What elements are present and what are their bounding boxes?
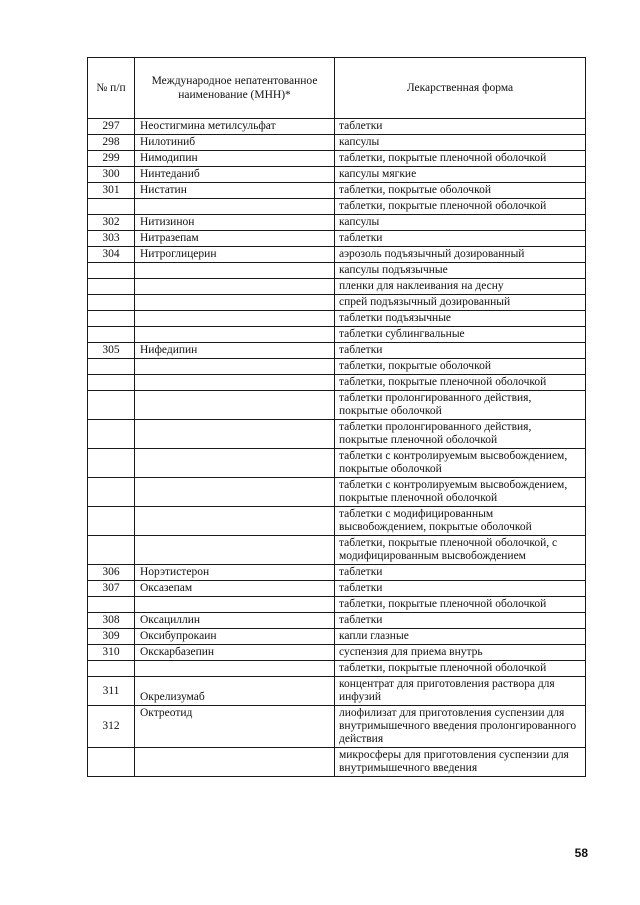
table-row — [88, 661, 586, 677]
header-inn-name: Международное непатентованное наименование (МНН)* — [135, 58, 335, 119]
table-row — [88, 327, 586, 343]
row-number: 306 — [88, 565, 135, 581]
row-inn-name — [135, 279, 335, 295]
row-inn-name — [135, 536, 335, 565]
table-row — [88, 449, 586, 478]
table-row — [88, 311, 586, 327]
row-dosage-form: таблетки, покрытые пленочной оболочкой, с модифицированным высвобождением — [335, 536, 586, 565]
table-row — [88, 231, 586, 247]
row-inn-name: Оксазепам — [135, 581, 335, 597]
table-row — [88, 629, 586, 645]
row-dosage-form: таблетки — [335, 613, 586, 629]
table-row — [88, 706, 586, 748]
row-dosage-form: таблетки с модифицированным высвобождением, покрытые оболочкой — [335, 507, 586, 536]
row-inn-name: Нитизинон — [135, 215, 335, 231]
row-inn-name: Нилотиниб — [135, 135, 335, 151]
table-row — [88, 420, 586, 449]
row-inn-name — [135, 420, 335, 449]
row-inn-name — [135, 375, 335, 391]
row-number — [88, 359, 135, 375]
row-number: 303 — [88, 231, 135, 247]
row-dosage-form: таблетки — [335, 343, 586, 359]
table-row — [88, 597, 586, 613]
row-number: 310 — [88, 645, 135, 661]
row-inn-name: Норэтистерон — [135, 565, 335, 581]
row-inn-name: Окскарбазепин — [135, 645, 335, 661]
row-inn-name: Окрелизумаб — [135, 677, 335, 706]
row-dosage-form: таблетки — [335, 119, 586, 135]
row-number — [88, 295, 135, 311]
row-inn-name: Нимодипин — [135, 151, 335, 167]
row-inn-name — [135, 478, 335, 507]
row-inn-name: Неостигмина метилсульфат — [135, 119, 335, 135]
row-inn-name: Оксациллин — [135, 613, 335, 629]
row-dosage-form: пленки для наклеивания на десну — [335, 279, 586, 295]
table-row — [88, 263, 586, 279]
row-dosage-form: концентрат для приготовления раствора для инфузий — [335, 677, 586, 706]
row-number — [88, 661, 135, 677]
header-number: № п/п — [88, 58, 135, 119]
row-number — [88, 748, 135, 777]
row-dosage-form: спрей подъязычный дозированный — [335, 295, 586, 311]
row-inn-name: Нитроглицерин — [135, 247, 335, 263]
row-dosage-form: капсулы — [335, 215, 586, 231]
row-inn-name — [135, 661, 335, 677]
row-dosage-form: таблетки, покрытые пленочной оболочкой — [335, 597, 586, 613]
table-row — [88, 581, 586, 597]
row-dosage-form: лиофилизат для приготовления суспензии для внутримышечного введения пролонгированного действия — [335, 706, 586, 748]
row-number: 300 — [88, 167, 135, 183]
row-inn-name — [135, 199, 335, 215]
row-inn-name — [135, 748, 335, 777]
row-dosage-form: суспензия для приема внутрь — [335, 645, 586, 661]
row-inn-name: Нинтеданиб — [135, 167, 335, 183]
table-row — [88, 565, 586, 581]
row-inn-name — [135, 263, 335, 279]
row-number — [88, 375, 135, 391]
table-header-row — [88, 58, 586, 119]
row-dosage-form: таблетки, покрытые пленочной оболочкой — [335, 375, 586, 391]
row-dosage-form: таблетки, покрытые пленочной оболочкой — [335, 151, 586, 167]
table-row — [88, 391, 586, 420]
row-dosage-form: таблетки пролонгированного действия, покрытые оболочкой — [335, 391, 586, 420]
table-row — [88, 375, 586, 391]
table-row — [88, 215, 586, 231]
row-number — [88, 449, 135, 478]
row-inn-name: Нистатин — [135, 183, 335, 199]
row-number — [88, 263, 135, 279]
row-number — [88, 311, 135, 327]
table-row — [88, 199, 586, 215]
row-inn-name — [135, 449, 335, 478]
row-dosage-form: таблетки — [335, 581, 586, 597]
row-number: 308 — [88, 613, 135, 629]
row-dosage-form: таблетки сублингвальные — [335, 327, 586, 343]
row-dosage-form: таблетки, покрытые оболочкой — [335, 183, 586, 199]
row-inn-name: Нифедипин — [135, 343, 335, 359]
row-number: 297 — [88, 119, 135, 135]
row-number: 307 — [88, 581, 135, 597]
row-number: 305 — [88, 343, 135, 359]
row-dosage-form: таблетки — [335, 231, 586, 247]
row-number — [88, 199, 135, 215]
table-row — [88, 183, 586, 199]
table-row — [88, 295, 586, 311]
table-row — [88, 279, 586, 295]
row-number: 299 — [88, 151, 135, 167]
row-dosage-form: таблетки пролонгированного действия, покрытые пленочной оболочкой — [335, 420, 586, 449]
row-dosage-form: микросферы для приготовления суспензии для внутримышечного введения — [335, 748, 586, 777]
row-inn-name — [135, 327, 335, 343]
table-row — [88, 748, 586, 777]
page-number: 58 — [574, 846, 588, 860]
row-inn-name: Оксибупрокаин — [135, 629, 335, 645]
row-number: 298 — [88, 135, 135, 151]
row-number — [88, 507, 135, 536]
row-number: 311 — [88, 677, 135, 706]
row-dosage-form: аэрозоль подъязычный дозированный — [335, 247, 586, 263]
row-number: 302 — [88, 215, 135, 231]
table-row — [88, 507, 586, 536]
row-number — [88, 536, 135, 565]
table-row — [88, 151, 586, 167]
header-dosage-form: Лекарственная форма — [335, 58, 586, 119]
row-dosage-form: таблетки — [335, 565, 586, 581]
row-inn-name — [135, 507, 335, 536]
row-dosage-form: таблетки, покрытые оболочкой — [335, 359, 586, 375]
table-row — [88, 247, 586, 263]
table-row — [88, 343, 586, 359]
table-row — [88, 613, 586, 629]
table-body — [88, 119, 586, 777]
row-dosage-form: капсулы подъязычные — [335, 263, 586, 279]
row-dosage-form: капли глазные — [335, 629, 586, 645]
row-number — [88, 279, 135, 295]
row-number — [88, 478, 135, 507]
row-number — [88, 420, 135, 449]
row-dosage-form: таблетки, покрытые пленочной оболочкой — [335, 199, 586, 215]
row-inn-name — [135, 311, 335, 327]
row-inn-name — [135, 597, 335, 613]
drug-table — [87, 57, 586, 777]
row-dosage-form: капсулы — [335, 135, 586, 151]
table-row — [88, 536, 586, 565]
row-dosage-form: таблетки, покрытые пленочной оболочкой — [335, 661, 586, 677]
row-number — [88, 391, 135, 420]
table-row — [88, 119, 586, 135]
table-row — [88, 478, 586, 507]
row-inn-name — [135, 359, 335, 375]
row-number — [88, 327, 135, 343]
row-dosage-form: капсулы мягкие — [335, 167, 586, 183]
row-inn-name — [135, 295, 335, 311]
table-row — [88, 359, 586, 375]
row-number: 312 — [88, 706, 135, 748]
row-dosage-form: таблетки с контролируемым высвобождением, покрытые пленочной оболочкой — [335, 478, 586, 507]
table-row — [88, 677, 586, 706]
table-row — [88, 135, 586, 151]
row-number: 301 — [88, 183, 135, 199]
table-row — [88, 645, 586, 661]
row-dosage-form: таблетки с контролируемым высвобождением, покрытые оболочкой — [335, 449, 586, 478]
row-inn-name: Октреотид — [135, 706, 335, 748]
row-number: 309 — [88, 629, 135, 645]
row-inn-name — [135, 391, 335, 420]
row-dosage-form: таблетки подъязычные — [335, 311, 586, 327]
row-inn-name: Нитразепам — [135, 231, 335, 247]
table-row — [88, 167, 586, 183]
row-number — [88, 597, 135, 613]
row-number: 304 — [88, 247, 135, 263]
